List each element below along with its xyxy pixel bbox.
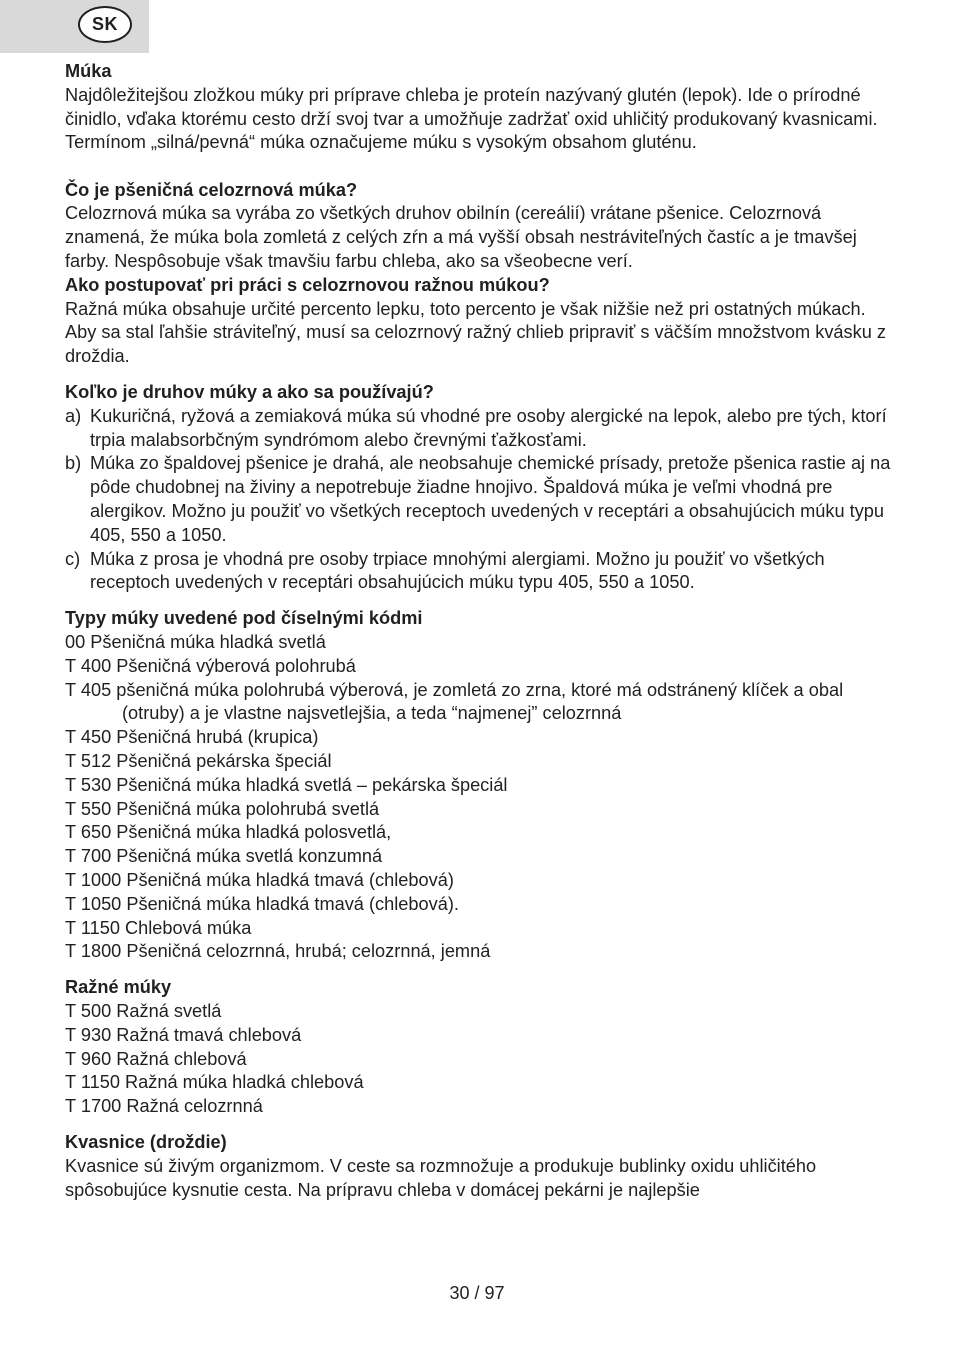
list-item	[65, 405, 895, 453]
rye-code-item: T 960 Ražná chlebová	[65, 1048, 247, 1069]
flour-code-item: T 1150 Chlebová múka	[65, 917, 252, 938]
paragraph-muka: Najdôležitejšou zložkou múky pri príprave chleba je proteín nazývaný glutén (lepok). Ide o prírodné činidlo, vďaka ktorému cesto drží svoj tvar a umožňuje zadržať oxid uhličitý produkovaný kvasnicami. Termínom „silná/pevná“ múka označujeme múku s vysokým obsahom gluténu.	[65, 84, 878, 153]
rye-code-item: T 1150 Ražná múka hladká chlebová	[65, 1072, 364, 1093]
list-marker: b)	[65, 453, 82, 474]
section-heading-razne: Ražné múky	[65, 977, 172, 998]
paragraph-celozrnna: Celozrnová múka sa vyrába zo všetkých druhov obilnín (cereálií) vrátane pšenice. Celozrnová znamená, že múka bola zomletá z celých zŕn a má vyšší obsah nestráviteľných častíc a je tmavšej farby. Nespôsobuje však tmavšiu farbu chleba, ako sa všeobecne verí.	[65, 203, 857, 272]
flour-code-item: T 650 Pšeničná múka hladká polosvetlá,	[65, 822, 392, 843]
list-item	[65, 548, 895, 596]
section-heading-typy: Typy múky uvedené pod číselnými kódmi	[65, 608, 423, 629]
section-heading-muka: Múka	[65, 61, 112, 81]
flour-code-item: T 512 Pšeničná pekárska špeciál	[65, 751, 332, 772]
flour-code-item: T 700 Pšeničná múka svetlá konzumná	[65, 846, 383, 867]
rye-code-item: T 500 Ražná svetlá	[65, 1000, 222, 1021]
language-tab	[0, 0, 149, 53]
list-item-text: Múka z prosa je vhodná pre osoby trpiace mnohými alergiami. Možno ju použiť vo všetkých receptoch uvedených v receptári obsahujúcich múku typu 405, 550 a 1050.	[90, 548, 825, 593]
rye-code-item: T 930 Ražná tmavá chlebová	[65, 1024, 302, 1045]
flour-code-item: T 400 Pšeničná výberová polohrubá	[65, 655, 356, 676]
list-marker: c)	[65, 548, 81, 569]
flour-code-item: T 1800 Pšeničná celozrnná, hrubá; celozrnná, jemná	[65, 941, 491, 962]
list-item-text: Kukuričná, ryžová a zemiaková múka sú vhodné pre osoby alergické na lepok, alebo pre tých, ktorí trpia malabsorbčným syndrómom alebo črevnými ťažkosťami.	[90, 405, 887, 450]
flour-code-item: T 530 Pšeničná múka hladká svetlá – pekárska špeciál	[65, 774, 508, 795]
flour-code-item: T 405 pšeničná múka polohrubá výberová, je zomletá zo zrna, ktoré má odstránený klíček a obal (otruby) a je vlastne najsvetlejšia, a teda “najmenej” celozrnná	[65, 679, 844, 724]
rye-code-item: T 1700 Ražná celozrnná	[65, 1096, 263, 1117]
document-body	[65, 60, 895, 1202]
section-heading-celozrnna: Čo je pšeničná celozrnová múka?	[65, 179, 358, 200]
paragraph-razna: Ražná múka obsahuje určité percento lepku, toto percento je však nižšie než pri ostatných múkach. Aby sa stal ľahšie stráviteľný, musí sa celozrnový ražný chlieb pripraviť s väčším množstvom kvásku z droždia.	[65, 298, 886, 367]
list-item-text: Múka zo špaldovej pšenice je drahá, ale neobsahuje chemické prísady, pretože pšenica rastie aj na pôde chudobnej na živiny a nepotrebuje žiadne hnojivo. Špaldová múka je veľmi vhodná pre alergikov. Možno ju použiť vo všetkých receptoch uvedených v receptári a obsahujúcich múku typu 405, 550 a 1050.	[90, 453, 891, 545]
list-marker: a)	[65, 405, 82, 426]
list-item	[65, 452, 895, 547]
section-heading-razna: Ako postupovať pri práci s celozrnovou ražnou múkou?	[65, 274, 550, 295]
page-number: 30 / 97	[449, 1283, 505, 1303]
paragraph-kvasnice: Kvasnice sú živým organizmom. V ceste sa rozmnožuje a produkuje bublinky oxidu uhličitého spôsobujúce kysnutie cesta. Na prípravu chleba v domácej pekárni je najlepšie	[65, 1155, 817, 1200]
flour-code-item: T 1000 Pšeničná múka hladká tmavá (chlebová)	[65, 870, 454, 890]
flour-code-item: T 550 Pšeničná múka polohrubá svetlá	[65, 798, 380, 819]
flour-code-item: T 450 Pšeničná hrubá (krupica)	[65, 727, 319, 748]
section-heading-kvasnice: Kvasnice (droždie)	[65, 1131, 227, 1152]
section-heading-druhy: Koľko je druhov múky a ako sa používajú?	[65, 382, 434, 403]
language-badge: SK	[78, 6, 132, 43]
flour-code-item: 00 Pšeničná múka hladká svetlá	[65, 632, 326, 653]
flour-code-item: T 1050 Pšeničná múka hladká tmavá (chlebová).	[65, 893, 459, 914]
